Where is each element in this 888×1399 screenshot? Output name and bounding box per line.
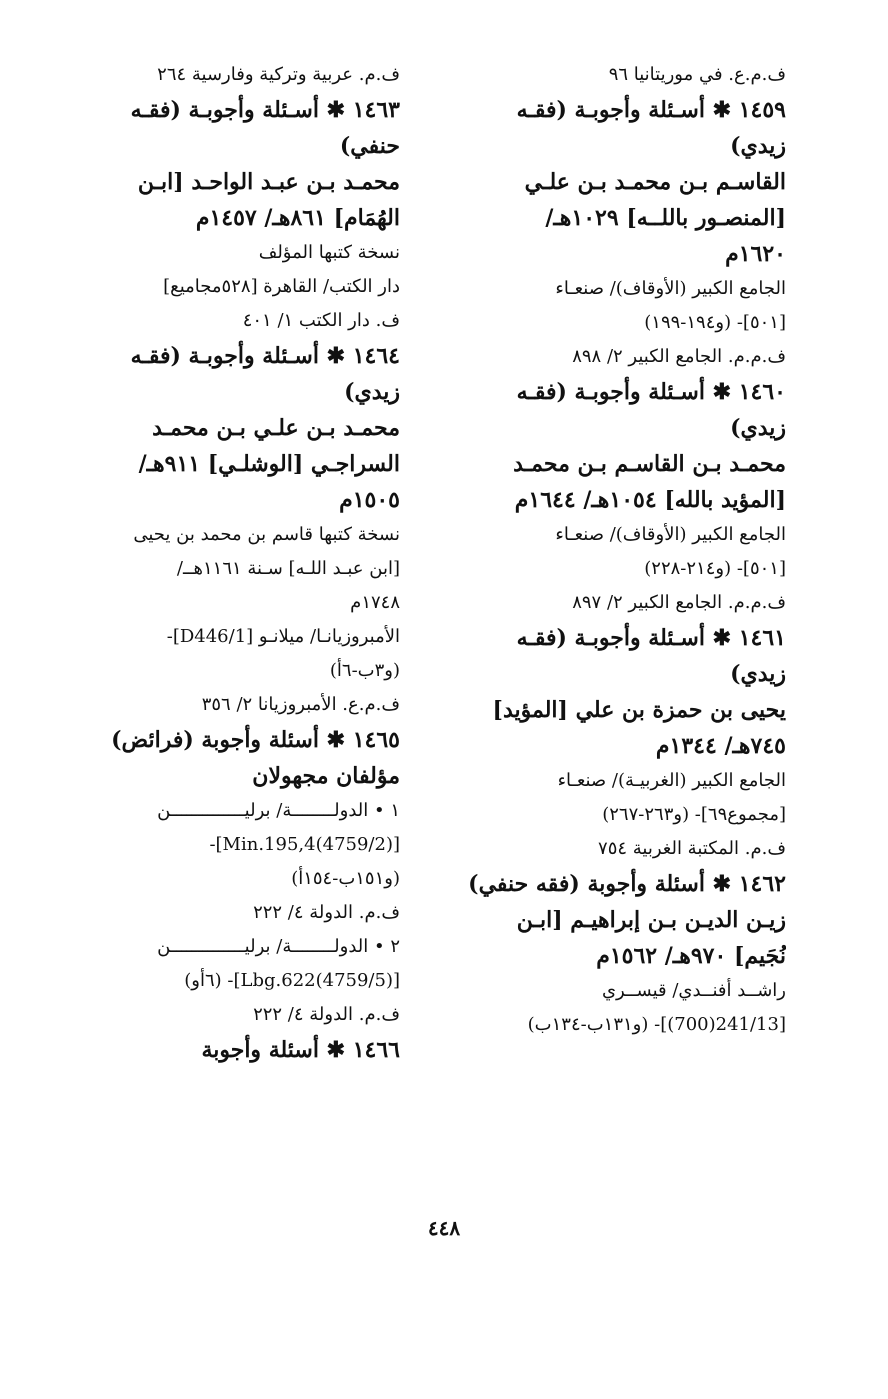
left-column-line: مؤلفان مجهولان <box>252 763 400 789</box>
left-column-line: ١٤٦٣ ✱ أسـئلة وأجوبـة (فقـه <box>130 97 400 123</box>
right-column-line: ٧٤٥هـ/ ١٣٤٤م <box>655 733 786 759</box>
page-number: ٤٤٨ <box>427 1216 461 1240</box>
left-column-line: محمـد بـن عبـد الواحـد [ابـن <box>137 169 400 195</box>
right-column-line: ف.م.م. الجامع الكبير ٢/ ٨٩٧ <box>572 592 786 613</box>
left-column-line: [(4759/2)Min.195,4]- <box>209 834 400 855</box>
left-column-line: [(4759/5)Lbg.622]- (٦أو) <box>184 970 400 991</box>
left-column-line: ١ • الدولــــــــة/ برليــــــــــــــن <box>157 800 400 821</box>
left-column-line: ف.م. عربية وتركية وفارسية ٢٦٤ <box>157 64 400 85</box>
right-column-line: [المؤيد بالله] ١٠٥٤هـ/ ١٦٤٤م <box>514 487 786 513</box>
right-column-line: [٥٠١]- (و١٩٤-١٩٩) <box>644 312 786 333</box>
left-column-line: ف.م.ع. الأمبروزيانا ٢/ ٣٥٦ <box>201 694 400 715</box>
right-column-line: ١٤٦١ ✱ أسـئلة وأجوبـة (فقـه <box>516 625 786 651</box>
right-column-line: [٥٠١]- (و٢١٤-٢٢٨) <box>644 558 786 579</box>
left-column-line: ١٧٤٨م <box>350 592 400 613</box>
left-column-line: ف. دار الكتب ١/ ٤٠١ <box>242 310 400 331</box>
right-column-line: [مجموع٦٩]- (و٢٦٣-٢٦٧) <box>602 804 786 825</box>
left-column-line: [ابن عبـد اللـه] سـنة ١١٦١هــ/ <box>176 558 400 579</box>
left-column-line: الهُمَام] ٨٦١هـ/ ١٤٥٧م <box>195 205 400 231</box>
right-column-line: القاسـم بـن محمـد بـن علـي <box>524 169 786 195</box>
left-column-line: دار الكتب/ القاهرة [٥٢٨مجاميع] <box>163 276 400 297</box>
left-column-line: ١٥٠٥م <box>339 487 400 513</box>
right-column-line: ١٤٥٩ ✱ أسـئلة وأجوبـة (فقـه <box>516 97 786 123</box>
left-column-line: ٢ • الدولــــــــة/ برليــــــــــــــن <box>157 936 400 957</box>
left-column-line: نسخة كتبها قاسم بن محمد بن يحيى <box>133 524 400 545</box>
right-column-line: يحيى بن حمزة بن علي [المؤيد] <box>492 697 786 723</box>
left-column-line: ١٤٦٤ ✱ أسـئلة وأجوبـة (فقـه <box>130 343 400 369</box>
right-column-line: ف.م. المكتبة الغربية ٧٥٤ <box>598 838 786 859</box>
right-column-line: الجامع الكبير (الأوقاف)/ صنعـاء <box>555 278 786 299</box>
left-column-line: زيدي) <box>344 379 400 405</box>
right-column-line: نُجَيم] ٩٧٠هـ/ ١٥٦٢م <box>596 943 786 969</box>
right-column-line: زيـن الديـن بـن إبراهيـم [ابـن <box>516 907 786 933</box>
left-column-line: الأمبروزيانـا/ ميلانـو [D446/1]- <box>166 626 400 647</box>
right-column-line: الجامع الكبير (الغربيـة)/ صنعـاء <box>557 770 786 791</box>
right-column-line: [المنصـور باللــه] ١٠٢٩هـ/ <box>545 205 786 231</box>
left-column-line: (و١٥١ب-١٥٤أ) <box>291 868 400 889</box>
right-column-line: الجامع الكبير (الأوقاف)/ صنعـاء <box>555 524 786 545</box>
left-column-line: ف.م. الدولة ٤/ ٢٢٢ <box>253 902 400 923</box>
left-column-line: ١٤٦٥ ✱ أسئلة وأجوبة (فرائض) <box>111 727 400 753</box>
right-column-line: راشــد أفنــدي/ قيســري <box>601 980 786 1001</box>
right-column-line: زيدي) <box>730 661 786 687</box>
right-column-line: محمـد بـن القاسـم بـن محمـد <box>513 451 786 477</box>
left-column-line: محمـد بـن علـي بـن محمـد <box>152 415 400 441</box>
right-column <box>456 58 786 1042</box>
right-column-line: ١٤٦٠ ✱ أسـئلة وأجوبـة (فقـه <box>516 379 786 405</box>
right-column-line: [241/13(700)]- (و١٣١ب-١٣٤ب) <box>527 1014 786 1035</box>
right-column-line: زيدي) <box>730 415 786 441</box>
left-column-line: ف.م. الدولة ٤/ ٢٢٢ <box>253 1004 400 1025</box>
left-column-line: حنفي) <box>339 133 400 159</box>
left-column-line: ١٤٦٦ ✱ أسئلة وأجوبة <box>201 1037 400 1063</box>
right-column-line: ١٤٦٢ ✱ أسئلة وأجوبة (فقه حنفي) <box>468 871 786 897</box>
left-column-line: (و٣ب-٦أ) <box>329 660 400 681</box>
right-column-line: ف.م.ع. في موريتانيا ٩٦ <box>608 64 786 85</box>
right-column-line: ١٦٢٠م <box>725 241 786 267</box>
left-column-line: نسخة كتبها المؤلف <box>258 242 400 263</box>
right-column-line: ف.م.م. الجامع الكبير ٢/ ٨٩٨ <box>572 346 786 367</box>
left-column <box>70 58 400 1068</box>
left-column-line: السراجـي [الوشلـي] ٩١١هـ/ <box>138 451 400 477</box>
right-column-line: زيدي) <box>730 133 786 159</box>
